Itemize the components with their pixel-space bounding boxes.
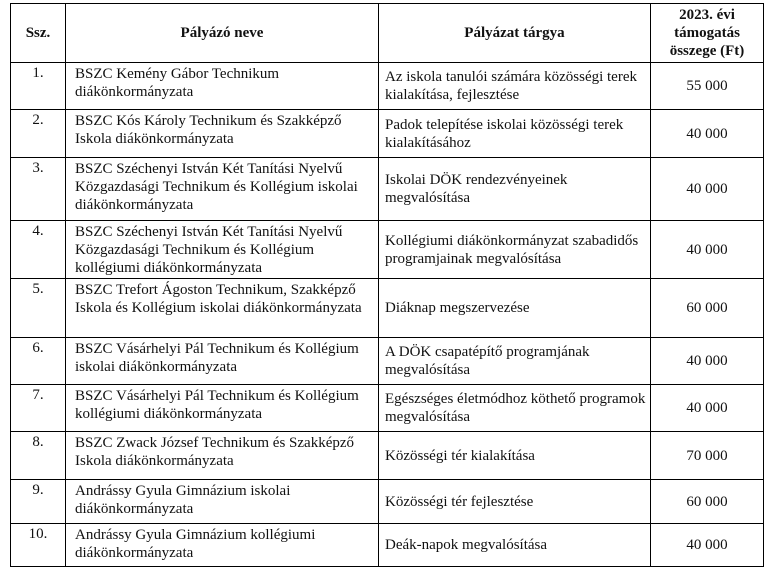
row-amount: 40 000 [651, 221, 764, 279]
table-row [11, 110, 764, 158]
row-applicant: BSZC Trefort Ágoston Technikum, Szakképző Iskola és Kollégium iskolai diákönkormányzata [66, 279, 379, 338]
row-number: 10. [11, 524, 66, 567]
row-applicant: BSZC Vásárhelyi Pál Technikum és Kollégium iskolai diákönkormányzata [66, 338, 379, 385]
table-row [11, 338, 764, 385]
row-amount: 40 000 [651, 158, 764, 221]
table-body [11, 63, 764, 567]
header-applicant: Pályázó neve [66, 4, 379, 63]
row-amount: 70 000 [651, 432, 764, 480]
table-row [11, 158, 764, 221]
row-applicant: BSZC Széchenyi István Két Tanítási Nyelvű Közgazdasági Technikum és Kollégium kollégiumi diákönkormányzata [66, 221, 379, 279]
row-applicant: BSZC Kemény Gábor Technikum diákönkormányzata [66, 63, 379, 110]
row-subject: Iskolai DÖK rendezvényeinek megvalósítása [379, 158, 651, 221]
table-row [11, 279, 764, 338]
row-subject: A DÖK csapatépítő programjának megvalósítása [379, 338, 651, 385]
row-amount: 60 000 [651, 279, 764, 338]
row-number: 1. [11, 63, 66, 110]
row-number: 4. [11, 221, 66, 279]
header-row [11, 4, 764, 63]
row-amount: 40 000 [651, 338, 764, 385]
row-number: 3. [11, 158, 66, 221]
row-subject: Egészséges életmódhoz köthető programok megvalósítása [379, 385, 651, 432]
header-subject: Pályázat tárgya [379, 4, 651, 63]
header-amount-line2: támogatás [674, 25, 740, 41]
row-subject: Kollégiumi diákönkormányzat szabadidős programjainak megvalósítása [379, 221, 651, 279]
grant-allocation-table [10, 3, 764, 567]
header-amount-line1: 2023. évi [679, 7, 735, 23]
row-subject: Padok telepítése iskolai közösségi terek kialakításához [379, 110, 651, 158]
row-amount: 40 000 [651, 524, 764, 567]
row-number: 5. [11, 279, 66, 338]
row-applicant: Andrássy Gyula Gimnázium iskolai diákönkormányzata [66, 480, 379, 524]
table-row [11, 63, 764, 110]
table-row [11, 480, 764, 524]
row-amount: 55 000 [651, 63, 764, 110]
row-subject: Közösségi tér fejlesztése [379, 480, 651, 524]
row-applicant: BSZC Széchenyi István Két Tanítási Nyelvű Közgazdasági Technikum és Kollégium iskolai diákönkormányzata [66, 158, 379, 221]
table-row [11, 385, 764, 432]
table-row [11, 432, 764, 480]
row-amount: 60 000 [651, 480, 764, 524]
row-amount: 40 000 [651, 385, 764, 432]
row-number: 9. [11, 480, 66, 524]
row-number: 6. [11, 338, 66, 385]
row-amount: 40 000 [651, 110, 764, 158]
row-subject: Deák-napok megvalósítása [379, 524, 651, 567]
header-amount-line3: összege (Ft) [669, 43, 745, 59]
row-applicant: BSZC Zwack József Technikum és Szakképző Iskola diákönkormányzata [66, 432, 379, 480]
row-applicant: BSZC Kós Károly Technikum és Szakképző Iskola diákönkormányzata [66, 110, 379, 158]
row-applicant: Andrássy Gyula Gimnázium kollégiumi diákönkormányzata [66, 524, 379, 567]
table-row [11, 221, 764, 279]
row-number: 7. [11, 385, 66, 432]
row-number: 2. [11, 110, 66, 158]
header-amount [651, 4, 764, 63]
table-row [11, 524, 764, 567]
header-number: Ssz. [11, 4, 66, 63]
row-subject: Az iskola tanulói számára közösségi terek kialakítása, fejlesztése [379, 63, 651, 110]
row-subject: Diáknap megszervezése [379, 279, 651, 338]
row-applicant: BSZC Vásárhelyi Pál Technikum és Kollégium kollégiumi diákönkormányzata [66, 385, 379, 432]
table-header [11, 4, 764, 63]
row-subject: Közösségi tér kialakítása [379, 432, 651, 480]
row-number: 8. [11, 432, 66, 480]
